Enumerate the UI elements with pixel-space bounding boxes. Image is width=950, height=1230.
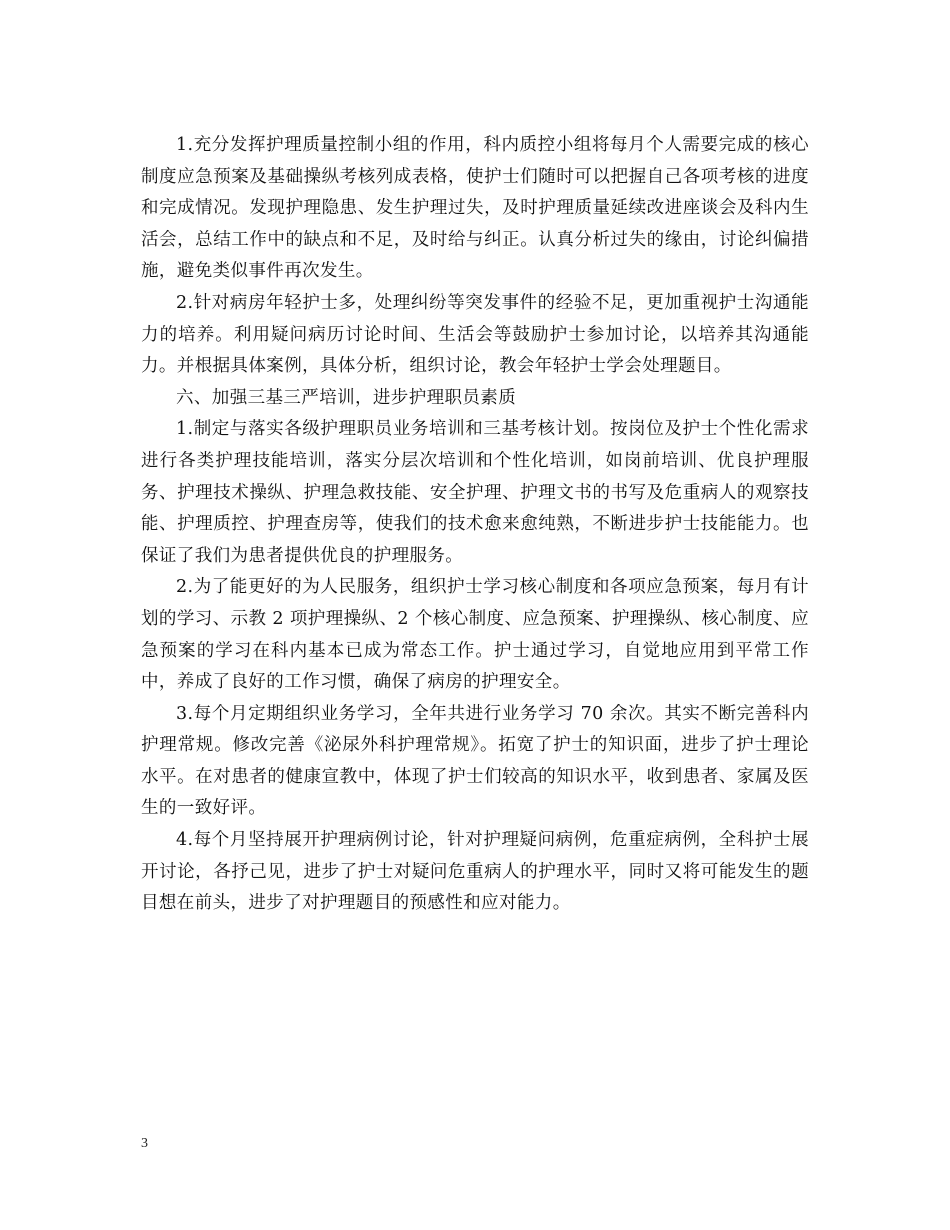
paragraph-staff-training-plan: 1.制定与落实各级护理职员业务培训和三基考核计划。按岗位及护士个性化需求进行各类护理技能培训，落实分层次培训和个性化培训，如岗前培训、优良护理服务、护理技术操纵、护理急救技能、安全护理、护理文书的书写及危重病人的观察技能、护理质控、护理查房等，使我们的技术愈来愈纯熟，不断进步护士技能能力。也保证了我们为患者提供优良的护理服务。 bbox=[141, 419, 809, 566]
paragraph-monthly-study: 3.每个月定期组织业务学习，全年共进行业务学习 70 余次。其实不断完善科内护理常规。修改完善《泌尿外科护理常规》。拓宽了护士的知识面，进步了护士理论水平。在对患者的健康宣教中，体现了护士们较高的知识水平，收到患者、家属及医生的一致好评。 bbox=[141, 703, 809, 819]
section-heading-three-basics: 六、加强三基三严培训，进步护理职员素质 bbox=[176, 387, 517, 408]
paragraph-quality-control: 1.充分发挥护理质量控制小组的作用，科内质控小组将每月个人需要完成的核心制度应急预案及基础操纵考核列成表格，使护士们随时可以把握自己各项考核的进度和完成情况。发现护理隐患、发生护理过失，及时护理质量延续改进座谈会及科内生活会，总结工作中的缺点和不足，及时给与纠正。认真分析过失的缘由，讨论纠偏措施，避免类似事件再次发生。 bbox=[141, 135, 809, 282]
paragraph-communication-training: 2.针对病房年轻护士多，处理纠纷等突发事件的经验不足，更加重视护士沟通能力的培养。利用疑问病历讨论时间、生活会等鼓励护士参加讨论，以培养其沟通能力。并根据具体案例，具体分析，组织讨论，教会年轻护士学会处理题目。 bbox=[141, 292, 809, 377]
paragraph-core-system-study: 2.为了能更好的为人民服务，组织护士学习核心制度和各项应急预案，每月有计划的学习、示教 2 项护理操纵、2 个核心制度、应急预案、护理操纵、核心制度、应急预案的学习在科内基本已成为常态工作。护士通过学习，自觉地应用到平常工作中，养成了良好的工作习惯，确保了病房的护理安全。 bbox=[141, 577, 809, 693]
page-number: 3 bbox=[141, 1136, 148, 1151]
paragraph-case-discussion: 4.每个月坚持展开护理病例讨论，针对护理疑问病例，危重症病例，全科护士展开讨论，各抒己见，进步了护士对疑问危重病人的护理水平，同时又将可能发生的题目想在前头，进步了对护理题目的预感性和应对能力。 bbox=[141, 830, 809, 914]
document-body bbox=[141, 130, 809, 920]
